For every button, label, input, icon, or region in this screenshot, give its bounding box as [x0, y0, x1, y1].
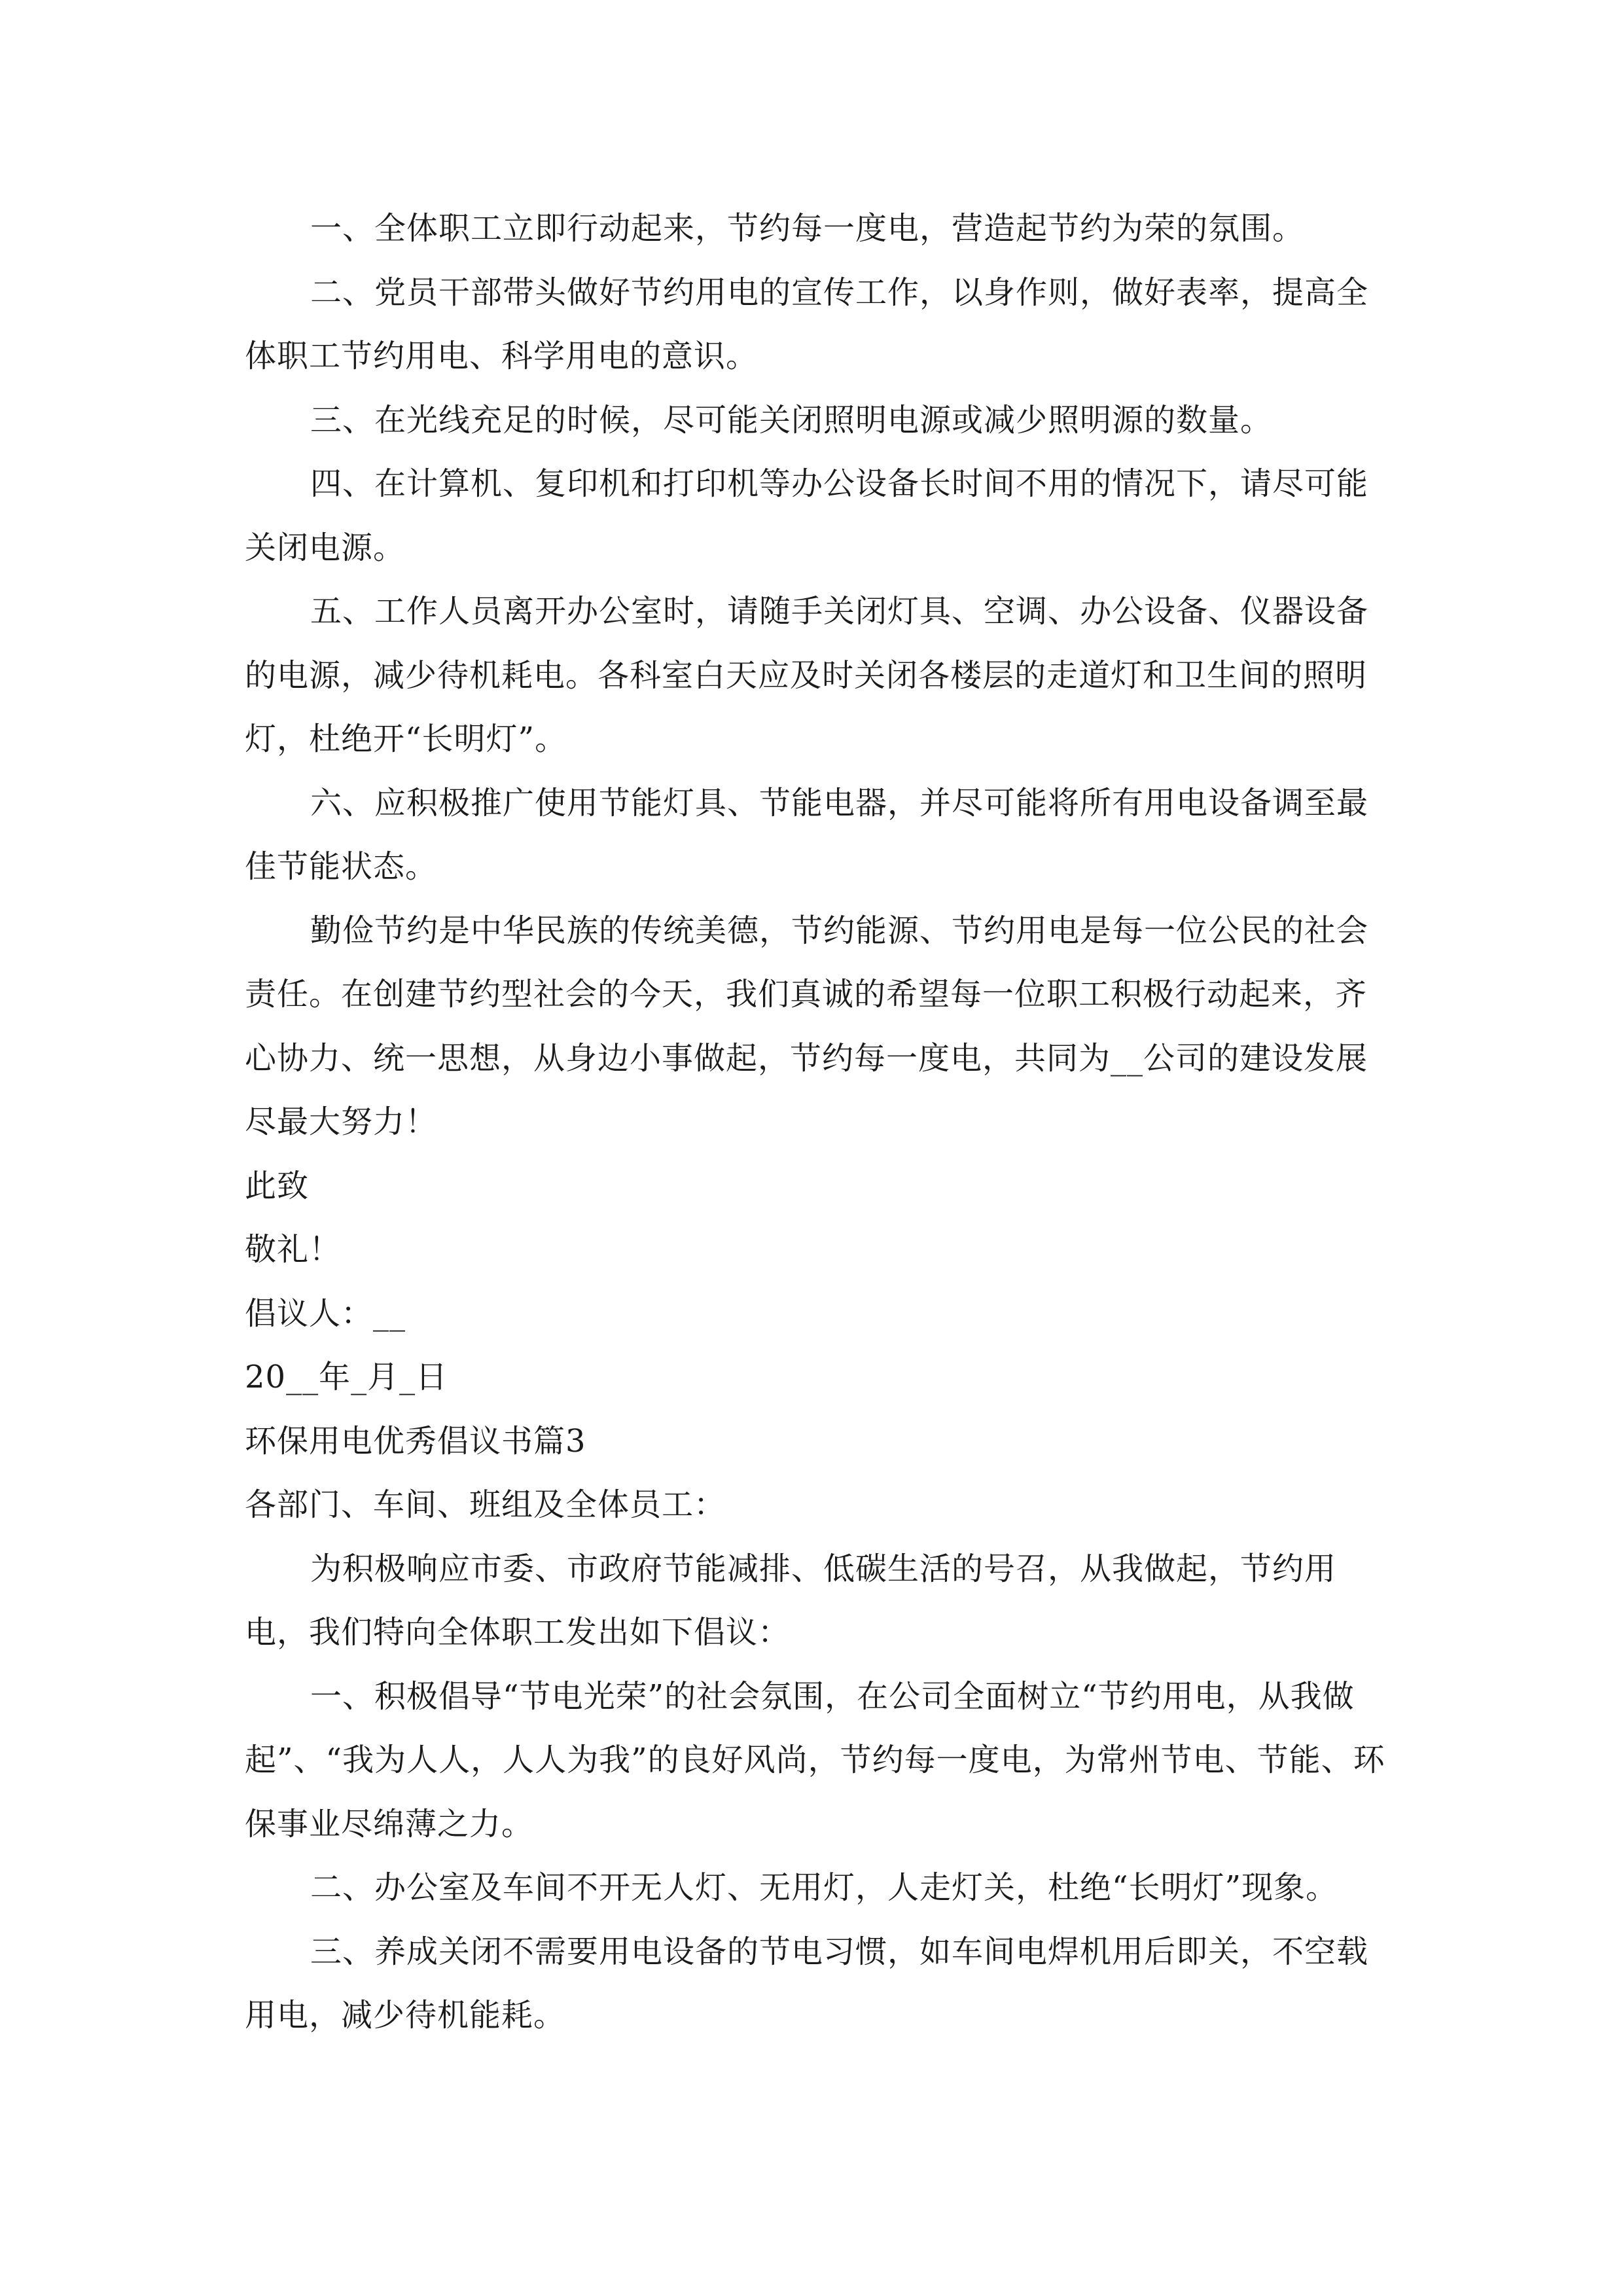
paragraph-11: 三、养成关闭不需要用电设备的节电习惯，如车间电焊机用后即关，不空载用电，减少待机能耗。 — [245, 1933, 1369, 2034]
paragraph-8: 为积极响应市委、市政府节能减排、低碳生活的号召，从我做起，节约用电，我们特向全体职工发出如下倡议： — [245, 1550, 1337, 1651]
paragraph-6: 六、应积极推广使用节能灯具、节能电器，并尽可能将所有用电设备调至最佳节能状态。 — [245, 784, 1369, 885]
paragraph-7: 勤俭节约是中华民族的传统美德，节约能源、节约用电是每一位公民的社会责任。在创建节约型社会的今天，我们真诚的希望每一位职工积极行动起来，齐心协力、统一思想，从身边小事做起，节约每一度电，共同为__公司的建设发展尽最大努力！ — [245, 912, 1369, 1140]
signatory-line: 倡议人：__ — [245, 1295, 406, 1332]
paragraph-2: 二、党员干部带头做好节约用电的宣传工作，以身作则，做好表率，提高全体职工节约用电、科学用电的意识。 — [245, 274, 1369, 374]
paragraph-10: 二、办公室及车间不开无人灯、无用灯，人走灯关，杜绝“长明灯”现象。 — [310, 1869, 1338, 1906]
addressee-line: 各部门、车间、班组及全体员工： — [245, 1486, 726, 1523]
document-body — [245, 197, 1387, 2048]
paragraph-3: 三、在光线充足的时候，尽可能关闭照明电源或减少照明源的数量。 — [310, 401, 1273, 439]
date-line: 20__年_月_日 — [245, 1359, 448, 1395]
paragraph-5: 五、工作人员离开办公室时，请随手关闭灯具、空调、办公设备、仪器设备的电源，减少待机耗电。各科室白天应及时关闭各楼层的走道灯和卫生间的照明灯，杜绝开“长明灯”。 — [245, 593, 1369, 757]
section-title: 环保用电优秀倡议书篇3 — [245, 1422, 586, 1460]
closing-regards: 敬礼！ — [245, 1231, 342, 1268]
closing-salutation: 此致 — [245, 1167, 310, 1204]
paragraph-9: 一、积极倡导“节电光荣”的社会氛围，在公司全面树立“节约用电，从我做起”、“我为人人，人人为我”的良好风尚，节约每一度电，为常州节电、节能、环保事业尽绵薄之力。 — [245, 1677, 1385, 1842]
paragraph-1: 一、全体职工立即行动起来，节约每一度电，营造起节约为荣的氛围。 — [310, 210, 1305, 247]
paragraph-4: 四、在计算机、复印机和打印机等办公设备长时间不用的情况下，请尽可能关闭电源。 — [245, 465, 1369, 566]
